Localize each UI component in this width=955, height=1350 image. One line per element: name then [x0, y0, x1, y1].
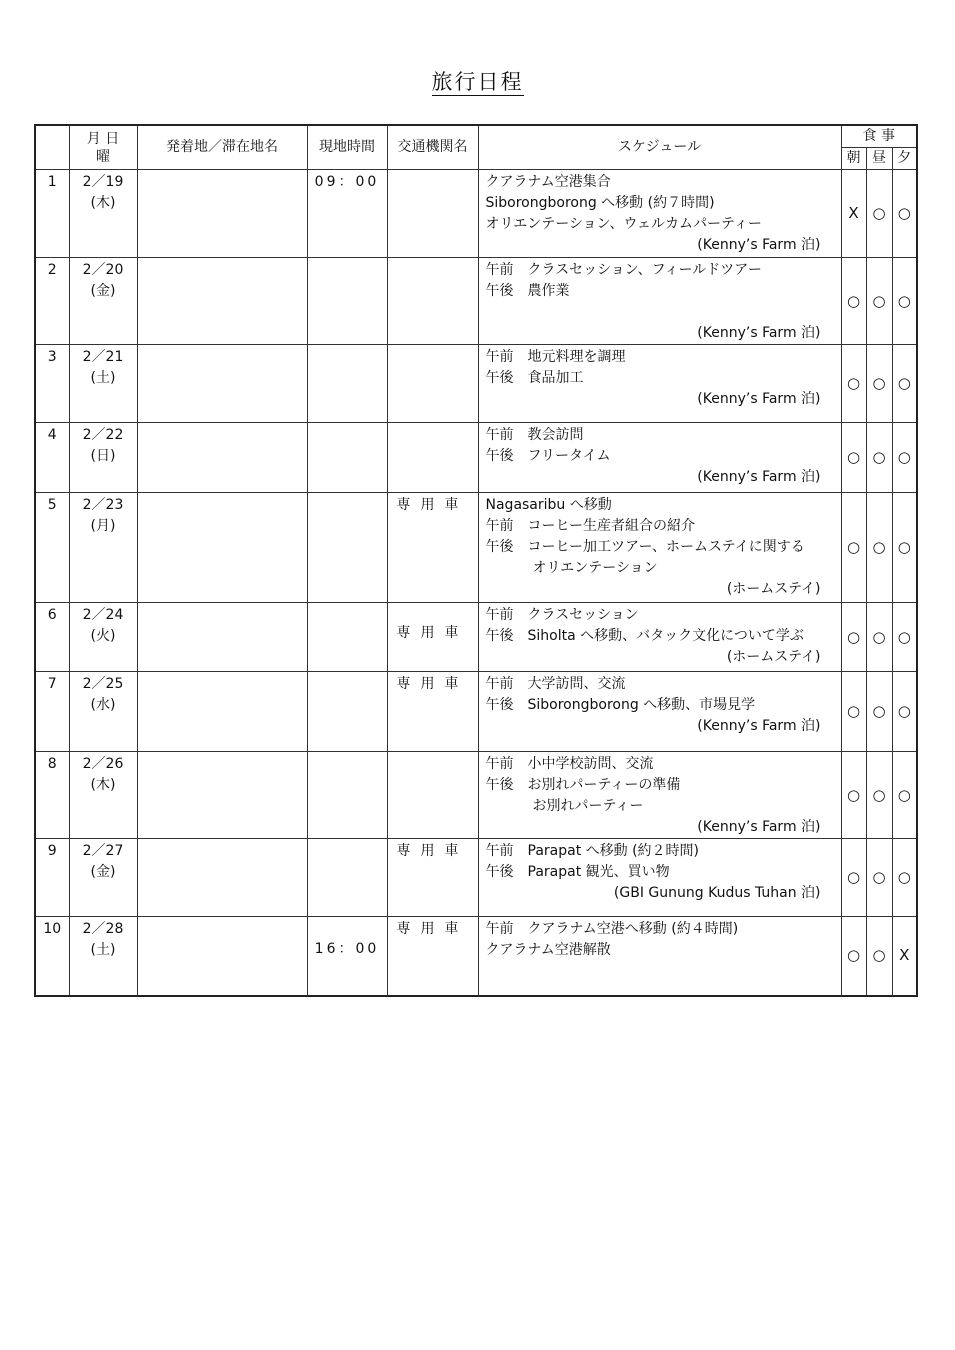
meal-breakfast: ○: [841, 752, 866, 839]
header-breakfast: 朝: [841, 148, 866, 170]
meal-breakfast: ○: [841, 603, 866, 672]
row-date-cell: [69, 603, 137, 672]
row-transport: 専用車: [387, 493, 478, 603]
row-number: 6: [35, 603, 69, 672]
schedule-line: 午前 クアラナム空港へ移動 (約４時間): [485, 921, 739, 937]
meal-breakfast: ○: [841, 839, 866, 917]
meal-lunch: ○: [866, 423, 892, 493]
row-weekday: (月): [90, 518, 116, 534]
header-lunch: 昼: [866, 148, 892, 170]
row-schedule: [478, 423, 841, 493]
row-weekday: (金): [90, 283, 116, 299]
row-date: 2／21: [82, 349, 124, 365]
row-number: 9: [35, 839, 69, 917]
schedule-line: 午前 大学訪問、交流: [485, 676, 626, 692]
row-number: 8: [35, 752, 69, 839]
row-schedule: [478, 603, 841, 672]
header-time: 現地時間: [307, 125, 387, 170]
meal-dinner: ○: [892, 839, 917, 917]
row-weekday: (木): [90, 195, 116, 211]
row-local-time: [307, 603, 387, 672]
schedule-line: 午前 小中学校訪問、交流: [485, 756, 654, 772]
row-transport: [387, 345, 478, 423]
row-weekday: (金): [90, 864, 116, 880]
table-row: [35, 170, 917, 258]
row-number: 7: [35, 672, 69, 752]
row-date: 2／27: [82, 843, 124, 859]
row-date: 2／20: [82, 262, 124, 278]
table-row: [35, 672, 917, 752]
schedule-line: (Kenny’s Farm 泊): [697, 819, 821, 835]
row-schedule: [478, 672, 841, 752]
row-local-time: [307, 672, 387, 752]
header-meals: 食 事: [841, 125, 917, 148]
meal-dinner: ○: [892, 423, 917, 493]
row-transport: [387, 752, 478, 839]
meal-lunch: ○: [866, 603, 892, 672]
schedule-line: (Kenny’s Farm 泊): [697, 469, 821, 485]
row-place: [137, 752, 307, 839]
row-number: 10: [35, 917, 69, 996]
row-date: 2／28: [82, 921, 124, 937]
schedule-line: 午前 Parapat へ移動 (約２時間): [485, 843, 700, 859]
header-place: 発着地／滞在地名: [137, 125, 307, 170]
schedule-line: (Kenny’s Farm 泊): [697, 718, 821, 734]
row-weekday: (火): [90, 628, 116, 644]
schedule-line: (ホームステイ): [726, 581, 821, 597]
row-date-cell: [69, 170, 137, 258]
meal-breakfast: ○: [841, 345, 866, 423]
row-local-time: [307, 752, 387, 839]
row-date-cell: [69, 839, 137, 917]
meal-lunch: ○: [866, 258, 892, 345]
table-row: [35, 603, 917, 672]
row-transport: 専用車: [387, 603, 478, 672]
row-place: [137, 603, 307, 672]
page-title: [0, 66, 955, 96]
schedule-line: オリエンテーション、ウェルカムパーティー: [485, 216, 762, 232]
table-row: [35, 345, 917, 423]
row-schedule: [478, 170, 841, 258]
meal-breakfast: ○: [841, 258, 866, 345]
meal-dinner: ○: [892, 258, 917, 345]
schedule-line: 午前 コーヒー生産者組合の紹介: [485, 518, 695, 534]
meal-lunch: ○: [866, 170, 892, 258]
schedule-line: 午前 クラスセッション、フィールドツアー: [485, 262, 762, 278]
row-date: 2／19: [82, 174, 124, 190]
schedule-line: 午後 農作業: [485, 283, 570, 299]
row-place: [137, 170, 307, 258]
schedule-line: 午後 コーヒー加工ツアー、ホームステイに関する: [485, 539, 805, 555]
meal-breakfast: X: [841, 170, 866, 258]
header-date-bottom: 曜: [96, 148, 110, 165]
row-weekday: (日): [90, 448, 116, 464]
row-transport: 専用車: [387, 672, 478, 752]
row-number: 4: [35, 423, 69, 493]
schedule-line: [486, 302, 841, 323]
meal-lunch: ○: [866, 345, 892, 423]
itinerary-table: [34, 124, 918, 997]
row-local-time: [307, 493, 387, 603]
row-place: [137, 345, 307, 423]
meal-breakfast: ○: [841, 423, 866, 493]
meal-lunch: ○: [866, 752, 892, 839]
table-row: [35, 839, 917, 917]
schedule-line: (Kenny’s Farm 泊): [697, 325, 821, 341]
table-row: [35, 493, 917, 603]
row-weekday: (木): [90, 777, 116, 793]
schedule-line: (Kenny’s Farm 泊): [697, 237, 821, 253]
meal-breakfast: ○: [841, 493, 866, 603]
row-date: 2／24: [82, 607, 124, 623]
row-date-cell: [69, 672, 137, 752]
schedule-line: 午前 教会訪問: [485, 427, 584, 443]
row-schedule: [478, 917, 841, 996]
row-number: 5: [35, 493, 69, 603]
row-place: [137, 258, 307, 345]
meal-lunch: ○: [866, 672, 892, 752]
schedule-line: 午後 フリータイム: [485, 448, 611, 464]
schedule-line: オリエンテーション: [532, 560, 658, 576]
schedule-line: 午後 Parapat 観光、買い物: [485, 864, 670, 880]
schedule-line: (Kenny’s Farm 泊): [697, 391, 821, 407]
meal-dinner: ○: [892, 672, 917, 752]
meal-lunch: ○: [866, 839, 892, 917]
schedule-line: お別れパーティー: [532, 798, 644, 814]
row-date-cell: [69, 917, 137, 996]
row-local-time: 09：00: [307, 170, 387, 258]
row-weekday: (土): [90, 370, 116, 386]
row-place: [137, 839, 307, 917]
meal-lunch: ○: [866, 493, 892, 603]
schedule-line: 午前 地元料理を調理: [485, 349, 626, 365]
schedule-line: Nagasaribu へ移動: [485, 497, 612, 513]
row-transport: 専用車: [387, 839, 478, 917]
header-date: [69, 125, 137, 170]
schedule-line: (GBI Gunung Kudus Tuhan 泊): [613, 885, 821, 901]
row-weekday: (水): [90, 697, 116, 713]
row-date: 2／25: [82, 676, 124, 692]
row-transport: [387, 258, 478, 345]
row-transport: [387, 170, 478, 258]
meal-lunch: ○: [866, 917, 892, 996]
row-weekday: (土): [90, 942, 116, 958]
row-place: [137, 917, 307, 996]
row-date-cell: [69, 752, 137, 839]
row-schedule: [478, 839, 841, 917]
row-local-time: [307, 839, 387, 917]
row-number: 2: [35, 258, 69, 345]
row-date: 2／26: [82, 756, 124, 772]
row-local-time: 16：00: [307, 917, 387, 996]
header-transport: 交通機関名: [387, 125, 478, 170]
meal-dinner: ○: [892, 493, 917, 603]
table-row: [35, 258, 917, 345]
row-number: 3: [35, 345, 69, 423]
meal-dinner: ○: [892, 170, 917, 258]
schedule-line: クアラナム空港集合: [485, 174, 611, 190]
title-text: 旅行日程: [431, 70, 524, 94]
schedule-line: Siborongborong へ移動 (約７時間): [485, 195, 715, 211]
header-date-top: 月 日: [86, 130, 120, 147]
schedule-line: 午前 クラスセッション: [485, 607, 639, 623]
meal-breakfast: ○: [841, 672, 866, 752]
meal-dinner: X: [892, 917, 917, 996]
row-place: [137, 423, 307, 493]
table-row: [35, 917, 917, 996]
row-place: [137, 493, 307, 603]
row-local-time: [307, 258, 387, 345]
row-local-time: [307, 423, 387, 493]
schedule-line: 午後 Siholta へ移動、バタック文化について学ぶ: [485, 628, 804, 644]
meal-dinner: ○: [892, 752, 917, 839]
row-place: [137, 672, 307, 752]
meal-dinner: ○: [892, 603, 917, 672]
header-dinner: 夕: [892, 148, 917, 170]
row-schedule: [478, 752, 841, 839]
row-date-cell: [69, 345, 137, 423]
schedule-line: 午後 食品加工: [485, 370, 584, 386]
schedule-line: (ホームステイ): [726, 649, 821, 665]
header-schedule: スケジュール: [478, 125, 841, 170]
row-schedule: [478, 258, 841, 345]
row-date: 2／23: [82, 497, 124, 513]
row-date: 2／22: [82, 427, 124, 443]
row-date-cell: [69, 423, 137, 493]
row-schedule: [478, 345, 841, 423]
row-transport: [387, 423, 478, 493]
row-schedule: [478, 493, 841, 603]
meal-breakfast: ○: [841, 917, 866, 996]
header-no: [35, 125, 69, 170]
schedule-line: 午後 Siborongborong へ移動、市場見学: [485, 697, 756, 713]
row-transport: 専用車: [387, 917, 478, 996]
meal-dinner: ○: [892, 345, 917, 423]
row-number: 1: [35, 170, 69, 258]
schedule-line: 午後 お別れパーティーの準備: [485, 777, 681, 793]
row-date-cell: [69, 493, 137, 603]
schedule-line: クアラナム空港解散: [485, 942, 611, 958]
row-local-time: [307, 345, 387, 423]
table-row: [35, 423, 917, 493]
row-date-cell: [69, 258, 137, 345]
table-row: [35, 752, 917, 839]
